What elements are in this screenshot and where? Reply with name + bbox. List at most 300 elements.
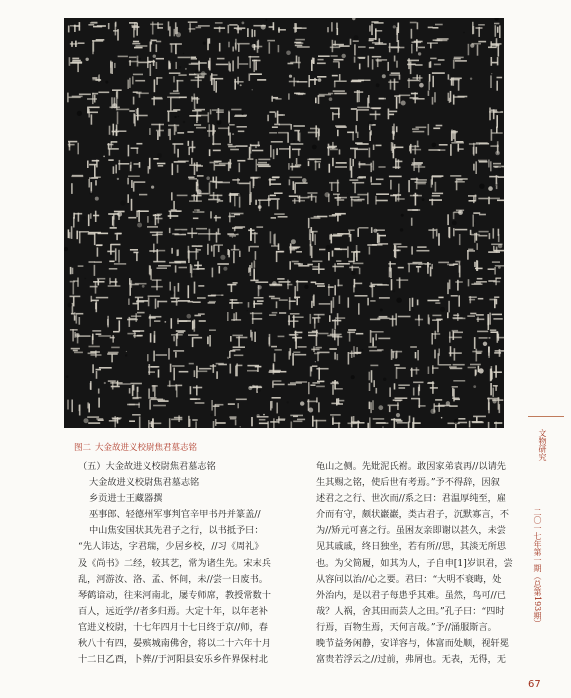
glyph-mark: [294, 39, 309, 48]
wear-speck: [498, 244, 502, 248]
glyph-mark: [271, 243, 284, 262]
glyph-mark: [449, 346, 462, 360]
glyph-mark: [87, 92, 109, 105]
glyph-mark: [429, 193, 443, 206]
wear-speck: [479, 368, 484, 373]
glyph-mark: [369, 21, 384, 40]
wear-speck: [151, 220, 152, 221]
glyph-mark: [188, 297, 206, 303]
glyph-mark: [92, 364, 111, 379]
glyph-mark: [268, 334, 284, 347]
glyph-mark: [309, 227, 318, 246]
wear-speck: [95, 197, 99, 201]
glyph-mark: [210, 211, 221, 221]
wear-speck: [83, 216, 87, 220]
glyph-mark: [248, 158, 271, 171]
glyph-mark: [450, 175, 468, 190]
wear-speck: [493, 399, 497, 403]
glyph-mark: [71, 175, 83, 194]
glyph-mark: [168, 348, 184, 359]
glyph-mark: [329, 313, 345, 329]
wear-speck: [265, 19, 267, 21]
glyph-mark: [453, 57, 467, 69]
glyph-mark: [87, 416, 104, 424]
glyph-mark: [269, 22, 286, 33]
wear-speck: [157, 153, 162, 158]
glyph-mark: [110, 107, 130, 125]
glyph-mark: [289, 143, 303, 158]
glyph-mark: [128, 210, 149, 222]
glyph-mark: [228, 213, 243, 223]
glyph-mark: [192, 313, 206, 331]
glyph-mark: [329, 180, 339, 192]
glyph-mark: [369, 380, 377, 393]
wear-speck: [125, 354, 127, 356]
glyph-mark: [269, 176, 281, 185]
glyph-mark: [70, 329, 91, 343]
author-line: 乡贡进士王藏器撰: [89, 493, 163, 505]
wear-speck: [207, 196, 208, 197]
wear-speck: [174, 140, 176, 142]
body-line: 晚节益务闲静，安详容与，体富而处顺，视轩冕: [316, 638, 509, 650]
glyph-mark: [189, 158, 203, 175]
wear-speck: [223, 267, 227, 271]
glyph-mark: [467, 313, 484, 322]
glyph-mark: [371, 227, 386, 243]
glyph-mark: [367, 417, 388, 428]
wear-speck: [174, 116, 176, 118]
right-text-column: [316, 459, 526, 668]
glyph-mark: [289, 195, 310, 203]
glyph-mark: [328, 279, 343, 296]
glyph-mark: [293, 23, 307, 32]
body-line: 十二日乙酉，卜葬//于河阳县安乐乡仵界保村北: [78, 654, 268, 666]
glyph-mark: [214, 22, 225, 32]
wear-speck: [300, 401, 304, 405]
glyph-mark: [368, 346, 383, 351]
glyph-mark: [488, 197, 504, 205]
wear-speck: [257, 389, 260, 392]
glyph-mark: [289, 261, 309, 270]
glyph-mark: [67, 93, 91, 103]
glyph-mark: [108, 22, 119, 41]
glyph-mark: [411, 158, 425, 172]
glyph-mark: [230, 335, 247, 347]
wear-speck: [495, 18, 499, 21]
glyph-mark: [348, 346, 362, 364]
glyph-mark: [208, 192, 223, 203]
glyph-mark: [370, 316, 390, 320]
glyph-mark: [330, 40, 350, 52]
wear-speck: [380, 309, 383, 312]
glyph-mark: [367, 243, 388, 254]
wear-speck: [382, 426, 384, 428]
glyph-mark: [427, 297, 443, 304]
wear-speck: [232, 133, 234, 135]
wear-speck: [383, 378, 386, 381]
glyph-mark: [248, 261, 255, 281]
glyph-mark: [92, 39, 104, 54]
wear-speck: [302, 178, 307, 183]
wear-speck: [194, 209, 197, 212]
glyph-mark: [129, 22, 139, 37]
wear-speck: [483, 342, 487, 346]
wear-speck: [329, 97, 333, 101]
wear-speck: [361, 349, 363, 351]
glyph-mark: [448, 91, 468, 105]
glyph-mark: [170, 43, 182, 54]
glyph-mark: [431, 175, 444, 191]
glyph-mark: [129, 108, 147, 126]
glyph-mark: [311, 282, 325, 287]
glyph-mark: [267, 111, 285, 124]
glyph-mark: [269, 363, 287, 374]
body-line: 见其戚戚，终日独坐，若有所//思，其淡无所思: [316, 541, 506, 553]
glyph-mark: [490, 329, 504, 342]
glyph-mark: [91, 296, 109, 312]
glyph-mark: [308, 330, 329, 346]
glyph-mark: [149, 124, 164, 140]
wear-speck: [227, 357, 229, 359]
glyph-mark: [448, 295, 460, 312]
glyph-mark: [389, 40, 405, 53]
wear-speck: [255, 330, 257, 332]
wear-speck: [371, 166, 372, 167]
wear-speck: [178, 230, 183, 235]
wear-speck: [111, 255, 114, 258]
glyph-mark: [149, 244, 165, 262]
glyph-mark: [229, 416, 236, 425]
glyph-mark: [289, 77, 308, 86]
glyph-mark: [87, 160, 99, 178]
glyph-mark: [250, 312, 262, 324]
glyph-mark: [130, 249, 139, 261]
inscription-title: 大金故进义校尉焦君墓志铭: [89, 477, 200, 489]
glyph-mark: [150, 331, 155, 343]
glyph-mark: [393, 243, 407, 258]
glyph-mark: [207, 329, 216, 346]
glyph-mark: [168, 209, 182, 219]
wear-speck: [138, 58, 141, 61]
glyph-mark: [490, 75, 502, 90]
wear-speck: [97, 73, 99, 75]
glyph-mark: [171, 297, 191, 305]
glyph-mark: [249, 177, 261, 194]
glyph-mark: [368, 56, 388, 70]
wear-speck: [287, 401, 289, 403]
glyph-mark: [447, 312, 465, 321]
glyph-mark: [329, 158, 348, 173]
glyph-mark: [209, 176, 230, 194]
glyph-mark: [472, 349, 482, 362]
glyph-mark: [210, 73, 223, 92]
glyph-mark: [71, 348, 83, 353]
glyph-mark: [228, 57, 248, 72]
glyph-mark: [311, 346, 329, 361]
glyph-mark: [127, 74, 145, 89]
wear-speck: [64, 247, 68, 251]
wear-speck: [170, 291, 174, 295]
glyph-mark: [369, 124, 376, 141]
calligrapher-line: 巫事郎、轻德州军事判官辛甲书丹并篆盖//: [89, 509, 261, 521]
glyph-mark: [207, 124, 229, 145]
glyph-mark: [189, 109, 207, 123]
body-line: 行焉，百物生焉，天何言哉。”予//涌服斯言。: [316, 621, 497, 633]
glyph-mark: [327, 142, 340, 156]
glyph-mark: [248, 226, 263, 243]
wear-speck: [432, 143, 437, 148]
glyph-mark: [271, 346, 282, 362]
wear-speck: [454, 419, 459, 424]
glyph-mark: [329, 348, 338, 360]
glyph-mark: [350, 158, 372, 178]
glyph-mark: [330, 380, 342, 395]
glyph-mark: [354, 90, 363, 102]
body-line: 百人，远近学//者多归焉。大定十年，以年老补: [78, 605, 268, 617]
glyph-mark: [67, 400, 80, 416]
glyph-mark: [315, 94, 331, 104]
wear-speck: [203, 130, 204, 131]
wear-speck: [291, 239, 296, 244]
glyph-mark: [491, 57, 499, 66]
wear-speck: [422, 198, 425, 201]
glyph-mark: [207, 244, 223, 257]
glyph-mark: [228, 24, 246, 33]
wear-speck: [397, 249, 399, 251]
glyph-mark: [468, 41, 486, 56]
wear-speck: [304, 285, 308, 289]
glyph-mark: [189, 363, 212, 378]
glyph-mark: [412, 127, 426, 133]
glyph-mark: [411, 398, 426, 408]
glyph-mark: [70, 41, 85, 47]
glyph-mark: [370, 177, 383, 185]
glyph-mark: [87, 398, 100, 413]
glyph-mark: [148, 295, 168, 308]
wear-speck: [84, 418, 89, 423]
wear-speck: [373, 229, 377, 233]
glyph-mark: [288, 381, 307, 385]
glyph-mark: [328, 194, 347, 206]
glyph-mark: [331, 398, 344, 405]
wear-speck: [117, 178, 119, 180]
wear-speck: [187, 314, 192, 319]
glyph-mark: [347, 245, 360, 262]
glyph-mark: [387, 56, 397, 71]
glyph-mark: [388, 261, 403, 278]
wear-speck: [240, 426, 241, 427]
wear-speck: [137, 223, 142, 228]
glyph-mark: [89, 261, 102, 276]
wear-speck: [258, 205, 262, 209]
wear-speck: [458, 210, 463, 215]
glyph-mark: [170, 364, 188, 381]
wear-speck: [261, 25, 266, 30]
glyph-mark: [148, 364, 159, 378]
wear-speck: [393, 25, 396, 28]
body-line: 外治内，是以君子每患乎其难。虽然，鸟可//已: [316, 589, 506, 601]
wear-speck: [206, 176, 210, 180]
wear-speck: [463, 32, 464, 33]
body-line: 及《尚书》二经，较其艺，常为诸生先。宋末兵: [78, 557, 271, 569]
wear-speck: [392, 289, 395, 292]
glyph-mark: [108, 278, 121, 287]
wear-speck: [376, 83, 380, 87]
glyph-mark: [410, 367, 419, 377]
wear-speck: [495, 151, 500, 156]
glyph-mark: [332, 260, 349, 272]
glyph-mark: [107, 141, 119, 155]
wear-speck: [368, 121, 373, 126]
wear-speck: [378, 405, 383, 410]
wear-speck: [151, 186, 154, 189]
glyph-mark: [227, 312, 241, 321]
glyph-mark: [208, 228, 221, 242]
wear-speck: [103, 156, 105, 158]
wear-speck: [387, 283, 389, 285]
glyph-mark: [310, 244, 326, 258]
glyph-mark: [127, 175, 145, 191]
glyph-mark: [210, 363, 227, 379]
wear-speck: [192, 273, 195, 276]
wear-speck: [439, 150, 440, 151]
glyph-mark: [88, 22, 106, 28]
body-line: 哉？人祸，舍其田而芸人之田。”孔子曰：“四时: [316, 605, 505, 617]
glyph-mark: [267, 40, 279, 54]
glyph-mark: [287, 124, 305, 143]
glyph-mark: [331, 296, 341, 314]
wear-speck: [197, 244, 198, 245]
wear-speck: [491, 73, 492, 74]
glyph-mark: [127, 397, 141, 408]
glyph-mark: [409, 141, 421, 155]
glyph-mark: [130, 162, 140, 171]
glyph-mark: [70, 278, 79, 295]
glyph-mark: [109, 124, 127, 136]
glyph-mark: [70, 265, 84, 274]
glyph-mark: [128, 297, 148, 311]
glyph-mark: [349, 176, 366, 193]
wear-speck: [308, 408, 313, 413]
glyph-mark: [329, 213, 346, 222]
wear-speck: [452, 221, 457, 226]
glyph-mark: [251, 416, 268, 426]
glyph-mark: [472, 22, 485, 37]
glyph-mark: [488, 422, 503, 428]
glyph-mark: [187, 124, 206, 133]
glyph-mark: [428, 72, 444, 90]
glyph-mark: [391, 418, 408, 428]
wear-speck: [247, 310, 248, 311]
wear-speck: [396, 413, 400, 417]
glyph-mark: [347, 125, 358, 140]
figure-number: 图二: [74, 443, 92, 453]
glyph-mark: [389, 383, 410, 397]
wear-speck: [470, 44, 474, 48]
wear-speck: [203, 42, 206, 45]
glyph-mark: [154, 77, 163, 92]
glyph-mark: [150, 22, 163, 35]
glyph-mark: [234, 77, 243, 90]
wear-speck: [351, 271, 355, 275]
glyph-mark: [187, 228, 208, 238]
glyph-mark: [148, 418, 161, 428]
glyph-mark: [469, 142, 489, 156]
wear-speck: [67, 303, 72, 308]
figure-caption: [74, 441, 197, 453]
body-line: 为//矫元可喜之行。虽困友亲即谢以甚久，未尝: [316, 525, 506, 537]
wear-speck: [318, 78, 322, 82]
glyph-mark: [110, 56, 128, 74]
glyph-mark: [327, 22, 338, 35]
glyph-mark: [188, 282, 205, 299]
glyph-mark: [189, 57, 207, 72]
body-line: 龟山之侧。先妣泥氏祔。敢因家弟袁再//以请先: [316, 461, 506, 472]
glyph-mark: [172, 143, 183, 157]
wear-speck: [498, 166, 503, 171]
glyph-mark: [335, 125, 347, 136]
glyph-mark: [230, 363, 243, 376]
wear-speck: [342, 54, 346, 58]
glyph-mark: [171, 192, 188, 209]
wear-speck: [178, 116, 180, 118]
glyph-mark: [127, 312, 145, 327]
wear-speck: [183, 53, 185, 55]
wear-speck: [315, 361, 316, 362]
glyph-mark: [408, 178, 427, 193]
glyph-mark: [467, 243, 478, 260]
glyph-mark: [410, 92, 425, 103]
glyph-mark: [92, 74, 101, 81]
glyph-mark: [427, 38, 449, 48]
glyph-mark: [68, 141, 79, 155]
glyph-mark: [288, 158, 301, 171]
glyph-mark: [190, 385, 203, 395]
glyph-mark: [474, 260, 482, 271]
glyph-mark: [249, 73, 267, 81]
glyph-mark: [110, 227, 122, 240]
glyph-mark: [290, 415, 305, 428]
glyph-mark: [469, 416, 486, 428]
glyph-mark: [413, 382, 424, 396]
glyph-mark: [68, 22, 80, 32]
wear-speck: [312, 145, 317, 150]
glyph-mark: [248, 246, 259, 260]
glyph-mark: [169, 72, 187, 91]
wear-speck: [351, 375, 355, 379]
glyph-mark: [388, 109, 398, 120]
glyph-mark: [147, 214, 162, 226]
glyph-mark: [168, 124, 184, 140]
wear-speck: [488, 186, 493, 191]
glyph-mark: [132, 41, 147, 49]
sidebar-divider: [528, 416, 564, 417]
glyph-mark: [490, 383, 498, 397]
glyph-mark: [391, 277, 408, 290]
wear-speck: [232, 237, 233, 238]
wear-speck: [257, 414, 260, 417]
wear-speck: [255, 146, 257, 148]
glyph-mark: [88, 346, 102, 358]
glyph-mark: [228, 399, 247, 409]
glyph-mark: [428, 364, 452, 374]
wear-speck: [248, 386, 252, 390]
glyph-mark: [451, 130, 458, 143]
wear-speck: [398, 51, 400, 53]
glyph-mark: [369, 282, 389, 297]
glyph-mark: [149, 261, 171, 280]
glyph-mark: [428, 315, 443, 333]
